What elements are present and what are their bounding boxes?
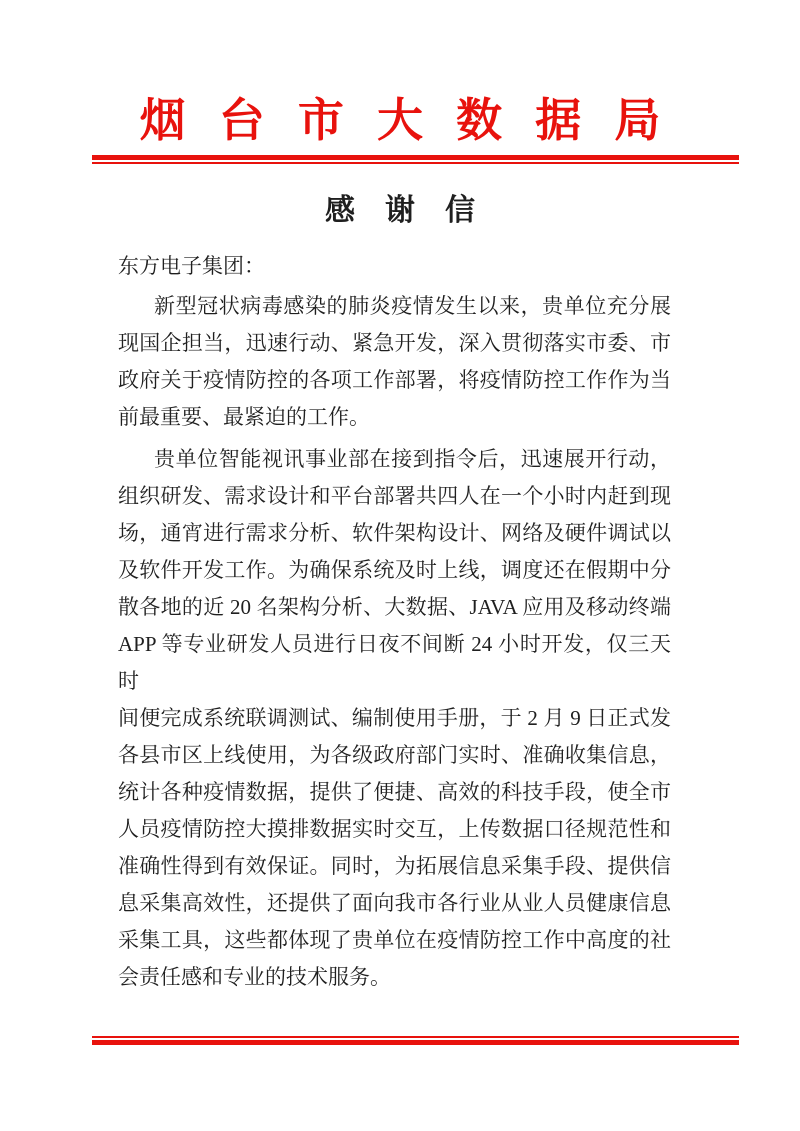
body-line: 间便完成系统联调测试、编制使用手册，于 2 月 9 日正式发 <box>118 706 671 730</box>
body-line: 现国企担当，迅速行动、紧急开发，深入贯彻落实市委、市 <box>118 331 671 355</box>
letterhead <box>0 92 800 150</box>
letter-body <box>118 248 671 996</box>
body-line: 新型冠状病毒感染的肺炎疫情发生以来，贵单位充分展 <box>154 294 671 318</box>
body-line: 采集工具，这些都体现了贵单位在疫情防控工作中高度的社 <box>118 928 671 952</box>
body-line: 贵单位智能视讯事业部在接到指令后，迅速展开行动， <box>154 447 671 471</box>
header-rule-thin-line <box>92 162 739 164</box>
body-line: 场，通宵进行需求分析、软件架构设计、网络及硬件调试以 <box>118 521 671 545</box>
body-line: APP 等专业研发人员进行日夜不间断 24 小时开发，仅三天时 <box>118 632 671 693</box>
document-title <box>0 190 800 232</box>
body-line: 准确性得到有效保证。同时，为拓展信息采集手段、提供信 <box>118 854 671 878</box>
body-line: 散各地的近 20 名架构分析、大数据、JAVA 应用及移动终端 <box>118 595 671 619</box>
footer-rule-thin-line <box>92 1036 739 1038</box>
paragraph <box>118 288 671 436</box>
body-line: 各县市区上线使用，为各级政府部门实时、准确收集信息， <box>118 743 671 767</box>
body-line: 会责任感和专业的技术服务。 <box>118 965 391 989</box>
body-line: 息采集高效性，还提供了面向我市各行业从业人员健康信息 <box>118 891 671 915</box>
body-line: 组织研发、需求设计和平台部署共四人在一个小时内赶到现 <box>118 484 671 508</box>
header-rule <box>92 155 739 164</box>
body-line: 及软件开发工作。为确保系统及时上线，调度还在假期中分 <box>118 558 671 582</box>
body-line: 政府关于疫情防控的各项工作部署，将疫情防控工作作为当 <box>118 368 671 392</box>
footer-rule <box>92 1036 739 1045</box>
document-title-text: 感谢信 <box>325 194 505 227</box>
agency-name: 烟台市大数据局 <box>139 95 694 146</box>
header-rule-thick-line <box>92 155 739 160</box>
footer-rule-thick-line <box>92 1040 739 1045</box>
body-line: 前最重要、最紧迫的工作。 <box>118 405 370 429</box>
body-line: 人员疫情防控大摸排数据实时交互，上传数据口径规范性和 <box>118 817 671 841</box>
salutation: 东方电子集团： <box>118 254 265 278</box>
body-line: 统计各种疫情数据，提供了便捷、高效的科技手段，使全市 <box>118 780 671 804</box>
paragraph <box>118 441 671 996</box>
